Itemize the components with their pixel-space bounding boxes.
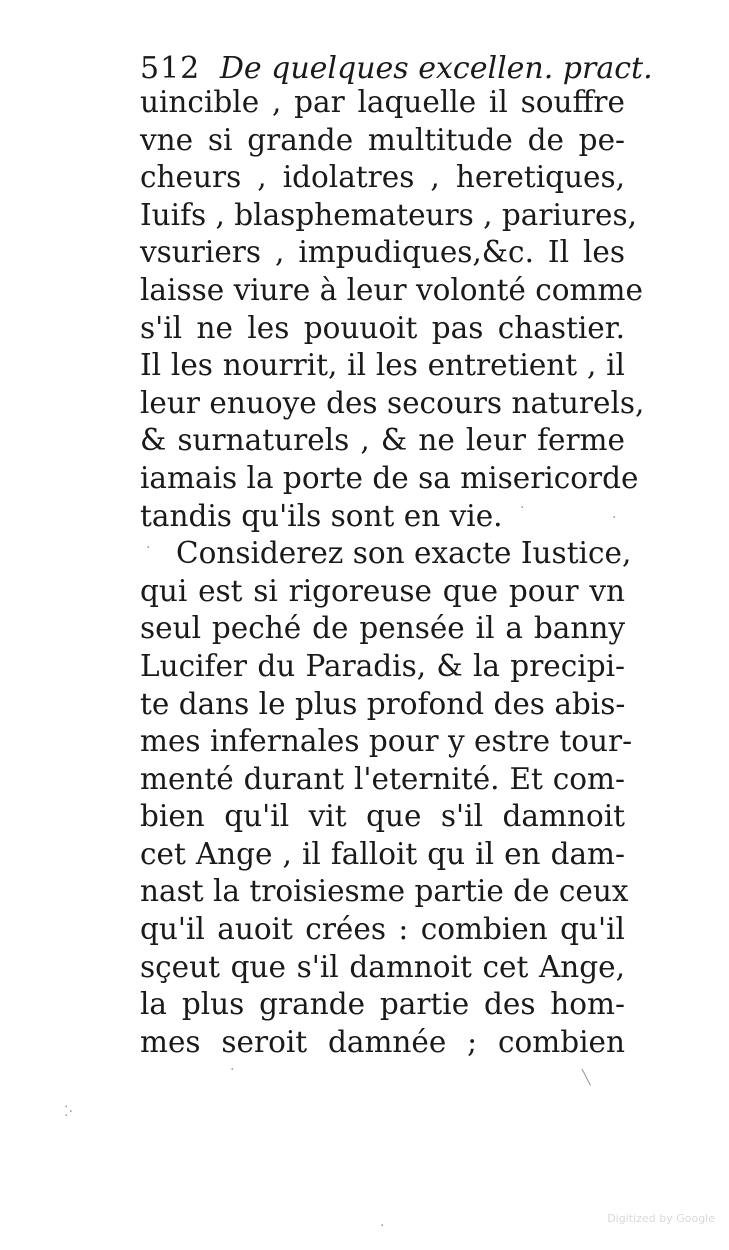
text-line: mes seroit damnée ; combien	[140, 1024, 625, 1059]
paragraph-2	[140, 535, 633, 1061]
text-line: seul peché de pensée il a banny	[140, 611, 625, 646]
text-line: te dans le plus profond des abis-	[140, 686, 626, 721]
text-line: Il les nourrit, il les entretient , il	[140, 348, 625, 383]
text-line: qui est si rigoreuse que pour vn	[140, 573, 625, 608]
text-line: cet Ange , il falloit qu il en dam-	[140, 836, 625, 871]
body-text	[140, 84, 645, 1061]
text-line: leur enuoye des secours naturels,	[140, 385, 645, 420]
text-line: vsuriers , impudiques,&c. Il les	[140, 235, 625, 270]
ink-speck: ╲	[582, 1070, 591, 1086]
ink-speck: ·	[380, 1218, 385, 1234]
page-number: 512	[140, 51, 201, 86]
text-line: & surnaturels , & ne leur ferme	[140, 423, 625, 458]
ink-speck: ·	[146, 540, 151, 556]
text-line: iamais la porte de sa misericorde	[140, 460, 639, 495]
text-line: Lucifer du Paradis, & la precipi-	[140, 648, 625, 683]
text-line: s'il ne les pouuoit pas chastier.	[140, 310, 625, 345]
text-line: vne si grande multitude de pe-	[140, 122, 625, 157]
text-line: uincible , par laquelle il souffre	[140, 85, 625, 119]
text-line: cheurs , idolatres , heretiques,	[140, 160, 625, 195]
text-line: sçeut que s'il damnoit cet Ange,	[140, 949, 625, 984]
text-line: qu'il auoit crées : combien qu'il	[140, 912, 625, 947]
text-line: bien qu'il vit que s'il damnoit	[140, 799, 625, 834]
ink-speck: ·	[520, 500, 525, 516]
ink-speck: ·	[230, 1062, 235, 1078]
text-line: Considerez son exacte Iustice,	[176, 536, 632, 571]
ink-speck: ·	[612, 510, 617, 526]
text-line: tandis qu'ils sont en vie.	[140, 498, 503, 533]
text-line: mes infernales pour y estre tour-	[140, 724, 633, 759]
text-line: nast la troisiesme partie de ceux	[140, 874, 629, 909]
text-line: laisse viure à leur volonté comme	[140, 272, 643, 307]
digitization-watermark: Digitized by Google	[607, 1212, 715, 1225]
text-line: la plus grande partie des hom-	[140, 987, 625, 1022]
running-title: De quelques excellen. pract.	[219, 51, 653, 86]
text-line: menté durant l'eternité. Et com-	[140, 761, 625, 796]
ink-speck: ⁚·	[64, 1104, 73, 1120]
text-line: Iuifs , blasphemateurs , pariures,	[140, 197, 637, 232]
paragraph-1	[140, 84, 645, 535]
